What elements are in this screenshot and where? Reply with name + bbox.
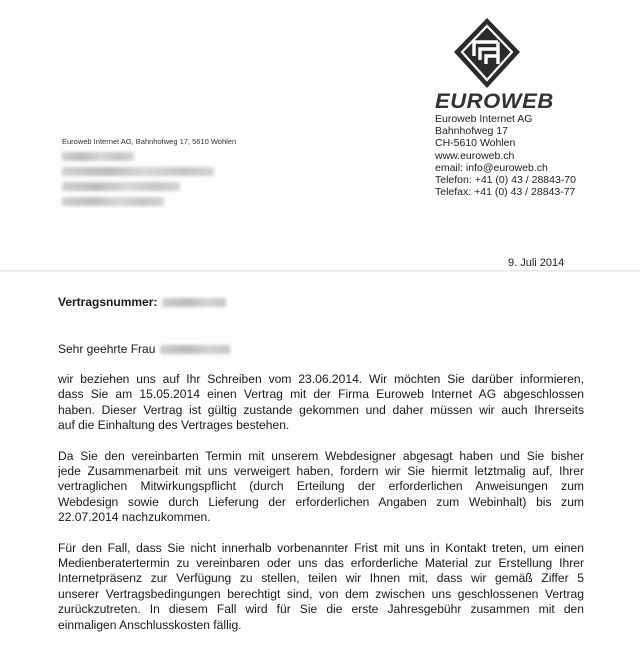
salutation <box>58 342 230 356</box>
sender-line: Euroweb Internet AG, Bahnhofweg 17, 5610 Wohlen <box>62 137 237 146</box>
contract-label: Vertragsnummer: <box>58 295 158 309</box>
euroweb-logo-icon <box>452 16 522 90</box>
body-line: vertraglichen Mitwirkungspflicht (durch Erteilung der erforderlichen Anweisungen zum <box>58 479 584 494</box>
recipient-address-redacted <box>62 152 214 212</box>
salutation-text: Sehr geehrte Frau <box>58 342 156 356</box>
paragraph <box>58 541 584 633</box>
contract-number <box>58 295 226 309</box>
redacted-line <box>62 167 214 176</box>
body-line: Internetpräsenz zur Verfügung zu stellen, teilen wir Ihnen mit, dass wir gemäß Ziffer 5 <box>58 571 584 586</box>
redacted-recipient-name <box>160 345 230 354</box>
company-name: Euroweb Internet AG <box>435 113 533 125</box>
company-phone: Telefon: +41 (0) 43 / 28843-70 <box>435 174 576 187</box>
fold-line <box>0 270 640 272</box>
body-line: unserer Vertragsbedingungen berechtigt sind, von dem zwischen uns geschlossenen Vertrag <box>58 586 584 601</box>
body-line: jede Zusammenarbeit mit uns verweigert haben, fordern wir Sie hiermit letztmalig auf, Ihrer <box>58 464 584 479</box>
company-email: email: info@euroweb.ch <box>435 161 548 174</box>
company-street: Bahnhofweg 17 <box>435 125 508 138</box>
body-line: haben. Dieser Vertrag ist gültig zustande gekommen und daher müssen wir auch Ihrerseits <box>58 402 584 417</box>
company-city: CH-5610 Wohlen <box>435 137 516 150</box>
letter-date: 9. Juli 2014 <box>508 257 565 269</box>
body-line: Für den Fall, dass Sie nicht innerhalb vorbenannter Frist mit uns in Kontakt treten, um einen <box>58 540 584 555</box>
redacted-contract-number <box>162 298 226 307</box>
company-address-block <box>435 113 576 198</box>
body-line: auf die Einhaltung des Vertrages bestehen. <box>58 418 290 433</box>
company-fax: Telefax: +41 (0) 43 / 28843-77 <box>435 186 576 199</box>
redacted-line <box>62 152 134 161</box>
paragraph <box>58 449 584 526</box>
letter-body <box>58 372 584 648</box>
body-line: Webdesign sowie durch Lieferung der erforderlichen Angaben zum Webinhalt) bis zum <box>58 494 584 509</box>
body-line: dass Sie am 15.05.2014 einen Vertrag mit der Firma Euroweb Internet AG abgeschlossen <box>58 387 584 402</box>
body-line: einmaligen Anschlusskosten fällig. <box>58 617 242 632</box>
body-line: Medienberatertermin zu vereinbaren oder uns das erforderliche Material zur Erstellung Ihrer <box>58 556 584 571</box>
paragraph <box>58 372 584 434</box>
redacted-line <box>62 182 180 191</box>
body-line: 22.07.2014 nachzukommen. <box>58 510 211 525</box>
redacted-line <box>62 197 164 206</box>
body-line: wir beziehen uns auf Ihr Schreiben vom 23.06.2014. Wir möchten Sie darüber informieren, <box>58 372 584 386</box>
body-line: Da Sie den vereinbarten Termin mit unserem Webdesigner abgesagt haben und Sie bisher <box>58 448 584 463</box>
company-web: www.euroweb.ch <box>435 149 515 162</box>
euroweb-wordmark: EUROWEB <box>435 90 554 113</box>
body-line: zurückzutreten. In diesem Fall wird für Sie die erste Jahresgebühr zusammen mit den <box>58 602 584 617</box>
